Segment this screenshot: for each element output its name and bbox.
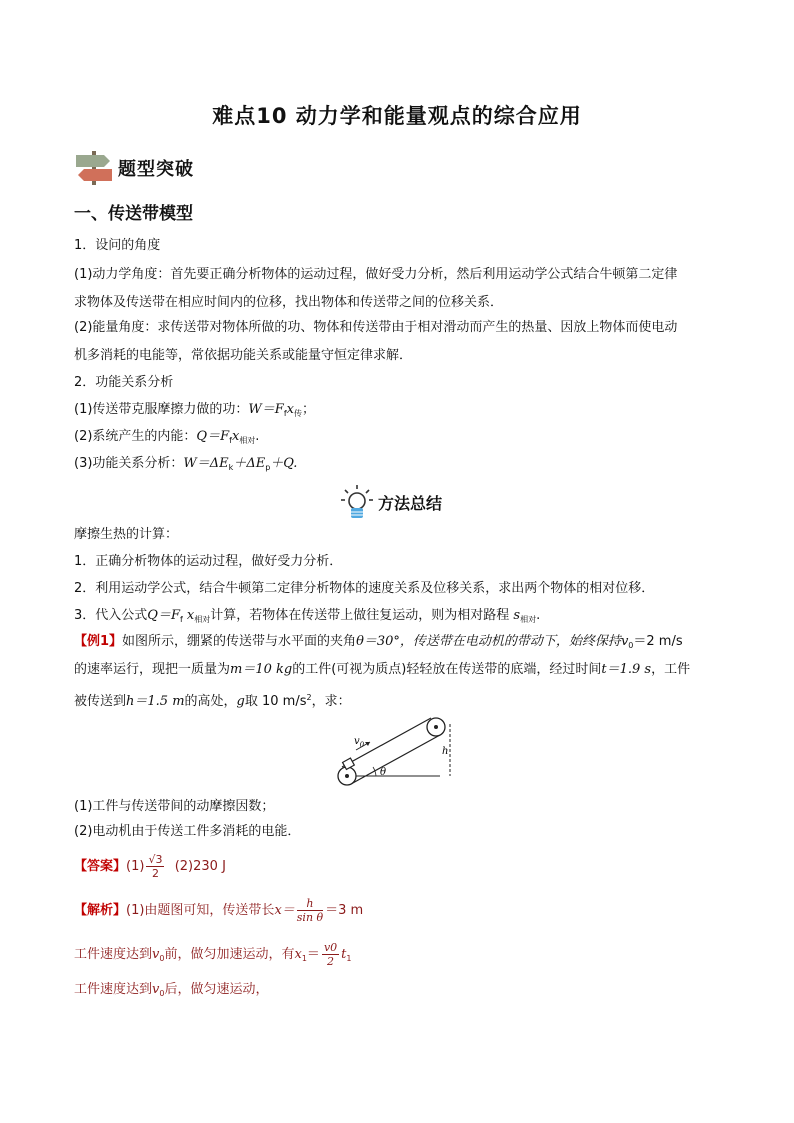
- example-line: 被传送到h＝1.5 m的高处，g取 10 $m/s^2$，求：: [74, 693, 351, 709]
- formula-line: (2)系统产生的内能：$Q=F_fx_{相对}$.: [74, 429, 260, 445]
- badge-label: 题型突破: [118, 159, 194, 180]
- theta-label: θ: [380, 767, 387, 778]
- example-line: 的速率运行，现把一质量为m＝10 kg的工件(可视为质点)轻轻放在传送带的底端，经过时间t＝1.9 s，工件: [74, 662, 691, 677]
- method-label: 方法总结: [378, 493, 443, 513]
- formula-line: (1)传送带克服摩擦力做的功：$W=F_fx_传$；: [74, 402, 315, 418]
- v0-label: $v_0$: [354, 736, 365, 749]
- page-title: 难点10 动力学和能量观点的综合应用: [212, 104, 582, 128]
- section-heading: 一、传送带模型: [74, 204, 193, 224]
- conveyor-belt-diagram: [330, 710, 470, 790]
- formula-line: 3．代入公式$Q=F_f$ $x_{相对}$计算，若物体在传送带上做往复运动，则为相对路程 $s_{相对}$.: [74, 608, 541, 624]
- analysis-line: 【解析】(1)由题图可知，传送带长x＝ $\frac{h}{\text{sin θ}}$ ＝3 m: [74, 897, 364, 924]
- answer-line: 【答案】(1) $\frac{√3}{2}$ (2)230 J: [74, 853, 226, 880]
- question-line: (2)电动机由于传送工件多消耗的电能．: [74, 824, 301, 839]
- formula-line: (3)功能关系分析：$W=\Delta E_k+\Delta E_p+Q$.: [74, 456, 298, 472]
- text-line: 求物体及传送带在相应时间内的位移，找出物体和传送带之间的位移关系．: [74, 295, 504, 310]
- text-line: 2．功能关系分析: [74, 375, 174, 390]
- text-line: 1．正确分析物体的运动过程，做好受力分析．: [74, 554, 343, 569]
- text-line: 2．利用运动学公式，结合牛顿第二定律分析物体的速度关系及位移关系，求出两个物体的相对位移．: [74, 581, 655, 596]
- lightbulb-icon: [340, 484, 374, 520]
- text-line: (2)能量角度：求传送带对物体所做的功、物体和传送带由于相对滑动而产生的热量、因放上物体而使电动: [74, 320, 678, 335]
- method-badge: [340, 484, 442, 520]
- example-line: 【例1】如图所示，绷紧的传送带与水平面的夹角θ＝30°，传送带在电动机的带动下，始终保持$v_0=2$ m/s: [74, 634, 683, 650]
- question-line: (1)工件与传送带间的动摩擦因数；: [74, 799, 275, 814]
- text-line: 机多消耗的电能等，常依据功能关系或能量守恒定律求解．: [74, 348, 413, 363]
- section-badge: [74, 148, 194, 188]
- h-label: h: [442, 746, 449, 757]
- analysis-line: 工件速度达到$v_0$后，做匀速运动，: [74, 982, 269, 998]
- text-line: (1)动力学角度：首先要正确分析物体的运动过程，做好受力分析，然后利用运动学公式结合牛顿第二定律: [74, 267, 678, 282]
- text-line: 摩擦生热的计算：: [74, 527, 179, 542]
- analysis-line: 工件速度达到$v_0$前，做匀加速运动，有$x_1=$ $\frac{v0}{2}$ $t_1$: [74, 941, 352, 968]
- signpost-icon: [74, 149, 114, 187]
- text-line: 1．设问的角度: [74, 238, 161, 253]
